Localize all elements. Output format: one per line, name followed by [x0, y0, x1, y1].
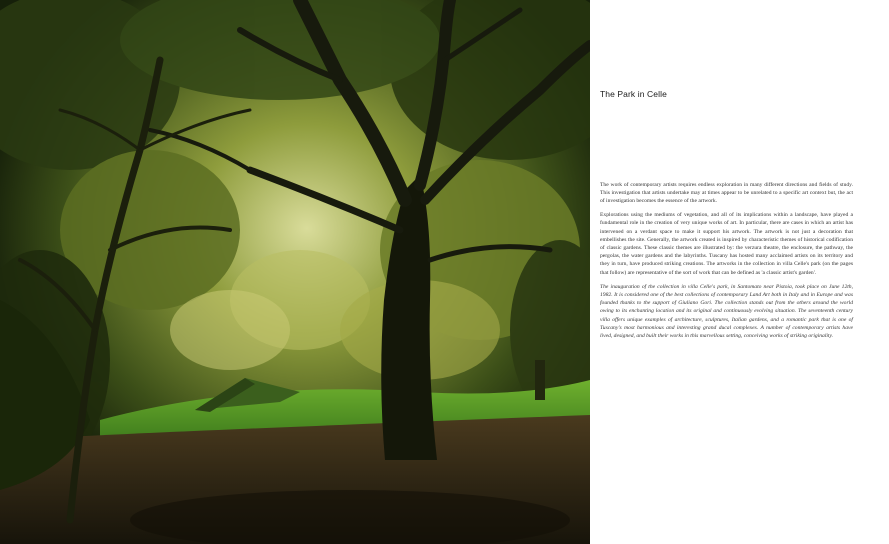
paragraph-1: The work of contemporary artists requires endless exploration in many different directions and fields of study. This investigation that artists undertake may at times appear to be unrelated to a specific art context but, the act of investigation becomes the essence of the artwork. [600, 182, 853, 205]
article-body [600, 181, 853, 346]
text-page [590, 0, 889, 544]
page-title: The Park in Celle [600, 89, 667, 99]
paragraph-2: Explorations using the mediums of vegetation, and all of its implications within a landscape, have played a fundamental role in the creation of very unique works of art. In particular, there are cases in which an artist has intervened on a verdant space to make it support his artwork. The artwork is not just a decoration that embellishes the site. Generally, the artwork created is inspired by characteristic themes of historical codification of classic gardens. These classic themes are illustrated by: the verzura theatre, the enclosure, the pathway, the pergolas, the water gardens and the labyrinths. Tuscany has hosted many acclaimed artists on its territory and they in turn, have produced striking creations. The artworks in the collection in villa Celle's park (on the pages that follow) are representative of the sort of work that can be defined as 'a classic artist's garden'. [600, 212, 853, 276]
italic-paragraph: The inauguration of the collection in villa Celle's park, in Santomato near Pistoia, took place on June 12th, 1982. It is considered one of the best collections of contemporary Land Art both in Italy and in Europe and was founded thanks to the support of Giuliano Gori. The collection stands out from the others around the world owing to its enchanting location and its original and continuously evolving situation. The seventeenth century villa offers unique examples of architecture, sculptures, Italian gardens, and a romantic park that is one of Tuscany's most harmonious and interesting grand ducal complexes. A number of contemporary artists have lived, designed, and built their works in this marvellous setting, conceiving works of striking originality. [600, 283, 853, 339]
